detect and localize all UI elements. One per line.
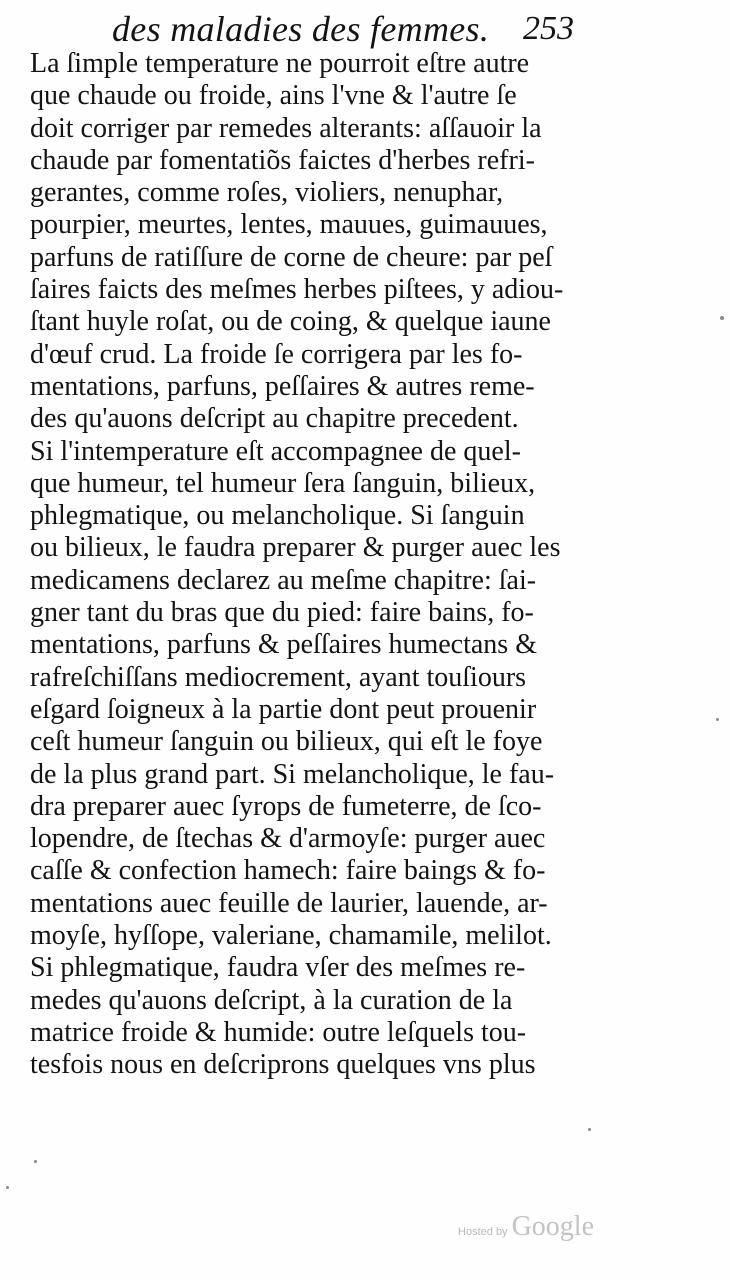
text-line: mentations, parfuns & peſſaires humectans & (30, 629, 537, 661)
google-logo: Google (511, 1211, 594, 1242)
running-head (112, 4, 582, 54)
text-line: Si phlegmatique, faudra vſer des meſmes re- (30, 952, 526, 984)
text-line: chaude par fomentatiõs faictes d'herbes refri- (30, 144, 535, 176)
text-line: phlegmatique, ou melancholique. Si ſanguin (30, 500, 525, 532)
text-line: que chaude ou froide, ains l'vne & l'autre ſe (30, 80, 517, 112)
text-line: des qu'auons deſcript au chapitre precedent. (30, 403, 519, 435)
text-line: d'œuf crud. La froide ſe corrigera par les fo- (30, 338, 523, 370)
text-line: gner tant du bras que du pied: faire bains, fo- (30, 597, 534, 629)
scan-speck (34, 1160, 37, 1163)
text-line: medicamens declarez au meſme chapitre: ſai- (30, 564, 537, 596)
text-line: que humeur, tel humeur ſera ſanguin, bilieux, (30, 467, 536, 499)
text-line: La ſimple temperature ne pourroit eſtre autre (30, 48, 530, 79)
text-line: dra preparer auec ſyrops de fumeterre, de ſco- (30, 790, 542, 822)
hosted-by-watermark (458, 1210, 594, 1244)
hosted-by-text: Hosted by (458, 1226, 508, 1238)
text-line: ſtant huyle roſat, ou de coing, & quelque iaune (30, 306, 551, 338)
text-line: mentations, parfuns, peſſaires & autres reme- (30, 370, 535, 402)
text-line: matrice froide & humide: outre leſquels tou- (30, 1016, 527, 1048)
text-line: ceſt humeur ſanguin ou bilieux, qui eſt le foye (30, 726, 543, 758)
text-line: eſgard ſoigneux à la partie dont peut prouenir (30, 693, 537, 725)
text-line: doit corriger par remedes alterants: aſſauoir la (30, 112, 542, 144)
text-line: gerantes, comme roſes, violiers, nenuphar, (30, 177, 504, 209)
text-line: pourpier, meurtes, lentes, mauues, guimauues, (30, 209, 548, 241)
scan-speck (716, 718, 719, 721)
page-number: 253 (523, 10, 574, 47)
text-line: caſſe & confection hamech: faire baings & fo- (30, 855, 546, 887)
text-line: ou bilieux, le faudra preparer & purger auec les (30, 532, 561, 564)
text-line: rafreſchiſſans mediocrement, ayant touſiours (30, 661, 527, 693)
text-line: de la plus grand part. Si melancholique, le fau- (30, 758, 555, 790)
running-head-title: des maladies des femmes. (112, 9, 490, 49)
text-line: Si l'intemperature eſt accompagnee de quel- (30, 435, 521, 467)
text-line: medes qu'auons deſcript, à la curation de la (30, 984, 513, 1016)
text-line: mentations auec feuille de laurier, lauende, ar- (30, 887, 548, 919)
scan-speck (6, 1186, 9, 1189)
text-line: ſaires faicts des meſmes herbes piſtees, y adiou- (30, 274, 564, 306)
text-line: moyſe, hyſſope, valeriane, chamamile, melilot. (30, 920, 552, 952)
body-text (30, 48, 586, 1082)
text-line: tesfois nous en deſcriprons quelques vns plus (30, 1049, 536, 1081)
text-line: lopendre, de ſtechas & d'armoyſe: purger auec (30, 823, 546, 855)
scan-speck (588, 1128, 591, 1131)
scan-speck (720, 316, 724, 320)
text-line: parfuns de ratiſſure de corne de cheure: par peſ (30, 241, 553, 273)
